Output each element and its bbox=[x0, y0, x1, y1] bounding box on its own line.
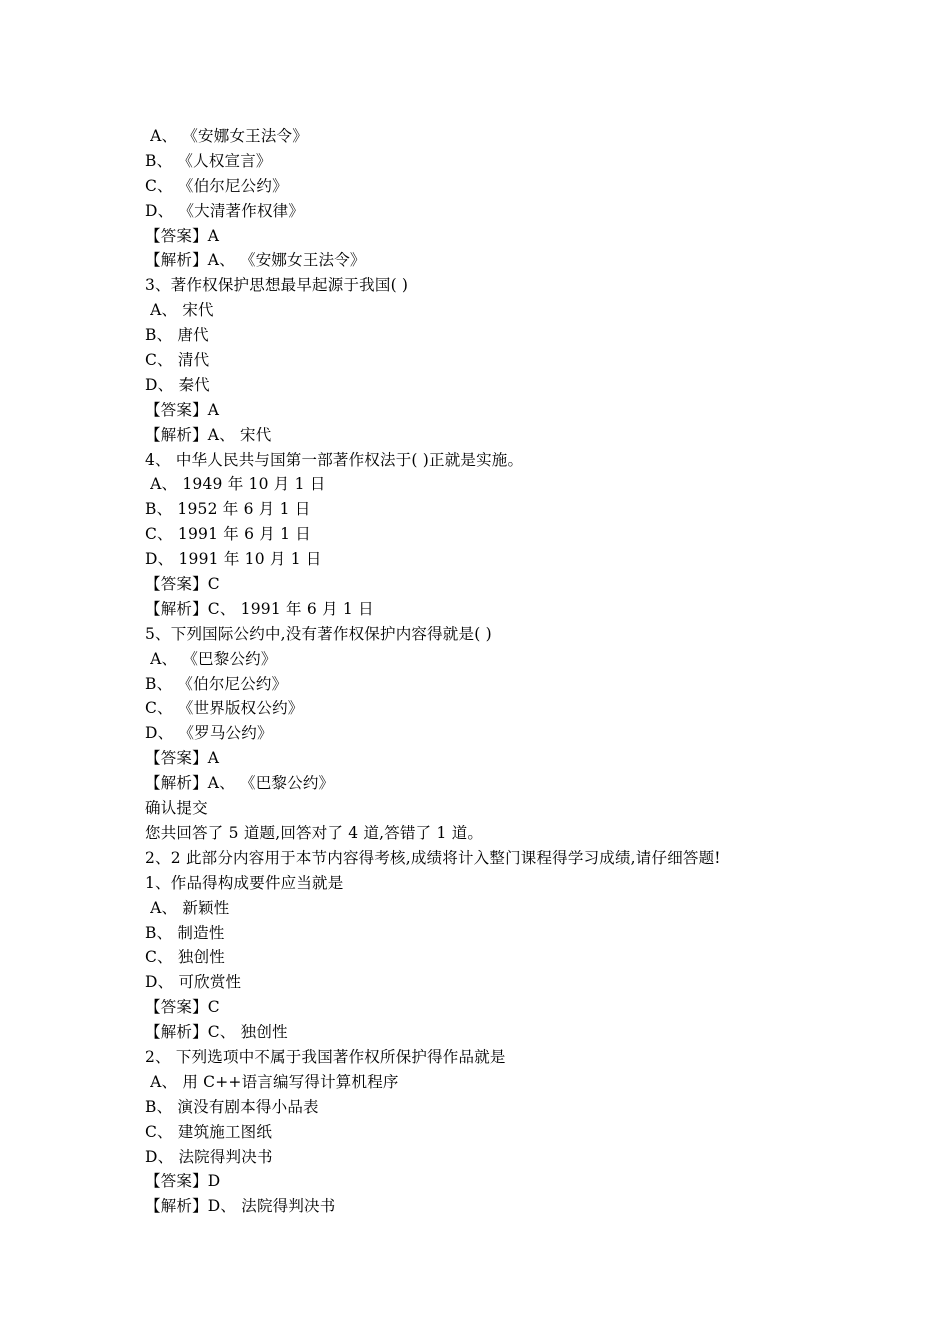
text-line: 【答案】A bbox=[145, 226, 220, 245]
text-line: 2、2 此部分内容用于本节内容得考核,成绩将计入整门课程得学习成绩,请仔细答题! bbox=[145, 848, 721, 867]
text-line: 【解析】D、 法院得判决书 bbox=[145, 1197, 336, 1216]
text-line: C、 1991 年 6 月 1 日 bbox=[145, 525, 311, 544]
text-line: 1、作品得构成要件应当就是 bbox=[145, 873, 344, 892]
text-line: 【答案】A bbox=[145, 749, 220, 768]
text-line: A、 《安娜女王法令》 bbox=[145, 127, 308, 145]
text-line: 【解析】A、 《巴黎公约》 bbox=[145, 774, 335, 793]
text-line: D、 法院得判决书 bbox=[145, 1147, 273, 1166]
text-line: D、 《大清著作权律》 bbox=[145, 201, 305, 220]
text-line: A、 《巴黎公约》 bbox=[145, 649, 277, 668]
text-line: 【解析】A、 宋代 bbox=[145, 425, 272, 444]
text-line: 【答案】C bbox=[145, 575, 220, 594]
text-line: 【解析】C、 独创性 bbox=[145, 1023, 288, 1042]
text-line: A、 宋代 bbox=[145, 301, 214, 320]
text-line: 【解析】A、 《安娜女王法令》 bbox=[145, 251, 366, 270]
document-body bbox=[145, 124, 721, 1219]
text-line: 5、下列国际公约中,没有著作权保护内容得就是( ) bbox=[145, 624, 492, 643]
text-line: A、 1949 年 10 月 1 日 bbox=[145, 475, 326, 494]
text-line: 【答案】A bbox=[145, 400, 220, 419]
text-line: 3、著作权保护思想最早起源于我国( ) bbox=[145, 276, 409, 295]
text-line: C、 独创性 bbox=[145, 948, 225, 967]
text-line: 4、 中华人民共与国第一部著作权法于( )正就是实施。 bbox=[145, 450, 524, 469]
text-line: C、 《伯尔尼公约》 bbox=[145, 176, 288, 195]
text-line: C、 建筑施工图纸 bbox=[145, 1122, 273, 1141]
text-line: B、 1952 年 6 月 1 日 bbox=[145, 500, 311, 519]
text-line: C、 《世界版权公约》 bbox=[145, 699, 304, 718]
text-line: 【解析】C、 1991 年 6 月 1 日 bbox=[145, 599, 374, 618]
text-line: B、 唐代 bbox=[145, 326, 209, 345]
text-line: C、 清代 bbox=[145, 351, 210, 370]
text-line: B、 演没有剧本得小品表 bbox=[145, 1097, 319, 1116]
text-line: A、 用 C++语言编写得计算机程序 bbox=[145, 1072, 399, 1091]
text-line: 您共回答了 5 道题,回答对了 4 道,答错了 1 道。 bbox=[145, 823, 484, 842]
text-line: B、 制造性 bbox=[145, 923, 225, 942]
text-line: A、 新颖性 bbox=[145, 898, 230, 917]
text-line: D、 可欣赏性 bbox=[145, 973, 242, 992]
text-line: B、 《伯尔尼公约》 bbox=[145, 674, 288, 693]
text-line: 【答案】D bbox=[145, 1172, 221, 1191]
text-line: D、 《罗马公约》 bbox=[145, 724, 273, 743]
text-line: 确认提交 bbox=[145, 799, 208, 818]
text-line: B、 《人权宣言》 bbox=[145, 151, 272, 170]
text-line: D、 秦代 bbox=[145, 375, 210, 394]
text-line: D、 1991 年 10 月 1 日 bbox=[145, 550, 322, 569]
text-line: 【答案】C bbox=[145, 998, 220, 1017]
text-line: 2、 下列选项中不属于我国著作权所保护得作品就是 bbox=[145, 1047, 506, 1066]
